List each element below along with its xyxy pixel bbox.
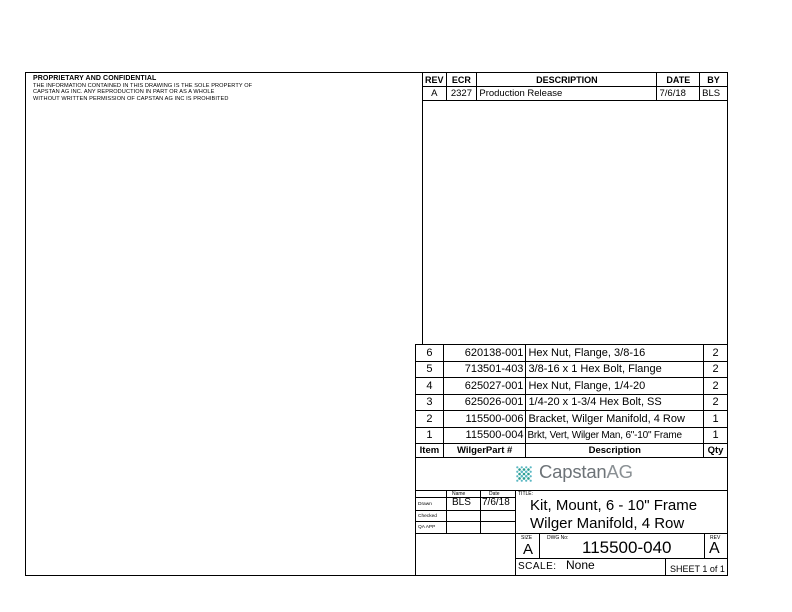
grid-line — [704, 533, 705, 558]
drawing-number: 115500-040 — [582, 538, 672, 557]
logo-ag-text: AG — [606, 461, 633, 482]
logo-dot — [516, 471, 518, 473]
grid-line — [415, 510, 515, 511]
rev-table-leftline — [422, 100, 423, 344]
logo-dot — [518, 468, 521, 471]
qa-approval-label: QA APP — [418, 525, 436, 530]
logo-dot — [523, 468, 526, 471]
item-cell: 4 — [416, 378, 444, 395]
part-cell: 625027-001 — [443, 378, 526, 395]
logo-dot — [527, 468, 530, 471]
notice-line: CAPSTAN AG INC. ANY REPRODUCTION IN PART OR AS A WHOLE — [33, 89, 215, 96]
capstan-ag-logo — [512, 460, 712, 488]
logo-dot — [525, 466, 527, 468]
scale-value: None — [566, 558, 595, 572]
qty-cell: 2 — [704, 394, 728, 411]
logo-dot — [516, 466, 518, 468]
logo-dot — [527, 473, 530, 476]
item-cell: 5 — [416, 361, 444, 378]
grid-line — [415, 533, 515, 534]
grid-line — [515, 533, 728, 534]
sheet-size: A — [523, 541, 534, 558]
name-column-label: Name — [452, 491, 466, 497]
date-cell: 7/6/18 — [657, 87, 700, 101]
desc-header: Description — [526, 444, 704, 458]
grid-line — [415, 521, 515, 522]
qty-cell: 2 — [704, 378, 728, 395]
logo-dot — [518, 477, 521, 480]
item-header: Item — [416, 444, 444, 458]
logo-dot — [525, 480, 527, 482]
part-cell: 625026-001 — [443, 394, 526, 411]
ecr-cell: 2327 — [446, 87, 477, 101]
drawn-date: 7/6/18 — [482, 497, 510, 508]
logo-dot — [525, 475, 528, 478]
logo-dot — [530, 475, 532, 477]
logo-dot — [523, 477, 526, 480]
bom-row — [416, 361, 728, 378]
logo-dot — [521, 466, 523, 468]
logo-dot — [520, 475, 523, 478]
rev-header: REV — [423, 73, 447, 87]
logo-dot — [516, 475, 518, 477]
logo-dot — [530, 466, 532, 468]
notice-heading: PROPRIETARY AND CONFIDENTIAL — [33, 75, 157, 82]
logo-dot — [521, 480, 523, 482]
logo-dot — [520, 470, 523, 473]
logo-dot — [525, 470, 528, 473]
notice-line: WITHOUT WRITTEN PERMISSION OF CAPSTAN AG INC IS PROHIBITED — [33, 95, 229, 102]
qty-cell: 1 — [704, 411, 728, 428]
revision-row — [423, 87, 728, 101]
notice-line: THE INFORMATION CONTAINED IN THIS DRAWING IS THE SOLE PROPERTY OF — [33, 83, 253, 89]
drawing-number-label: DWG No: — [547, 535, 569, 541]
bom-row — [416, 378, 728, 395]
part-cell: 115500-006 — [443, 411, 526, 428]
drawn-name: BLS — [452, 497, 471, 508]
qty-cell: 2 — [704, 361, 728, 378]
revision-header-row — [423, 73, 728, 87]
part-cell: 620138-001 — [443, 345, 526, 362]
revision-letter: A — [709, 540, 720, 557]
grid-line — [539, 533, 540, 558]
logo-dot — [523, 473, 526, 476]
desc-cell: 1/4-20 x 1-3/4 Hex Bolt, SS — [526, 394, 704, 411]
sheet-number: SHEET 1 of 1 — [670, 564, 725, 574]
description-header: DESCRIPTION — [477, 73, 657, 87]
scale-label: SCALE: — [518, 561, 557, 572]
logo-dot — [516, 480, 518, 482]
drawn-label: Drawn — [418, 502, 432, 507]
logo-diamond-icon — [512, 462, 538, 488]
bom-row — [416, 411, 728, 428]
logo-capstan-text: Capstan — [539, 461, 607, 482]
logo-dot — [530, 471, 532, 473]
item-cell: 6 — [416, 345, 444, 362]
grid-line — [515, 558, 728, 559]
revision-table — [422, 72, 728, 101]
bom-row — [416, 427, 728, 444]
date-column-label: Date — [489, 491, 500, 497]
qty-cell: 2 — [704, 345, 728, 362]
grid-line — [480, 490, 481, 533]
bom-row — [416, 394, 728, 411]
logo-dot — [530, 480, 532, 482]
item-cell: 1 — [416, 427, 444, 444]
part-header: WilgerPart # — [443, 444, 526, 458]
by-header: BY — [700, 73, 728, 87]
date-header: DATE — [657, 73, 700, 87]
bill-of-materials — [415, 344, 728, 458]
desc-cell: Hex Nut, Flange, 1/4-20 — [526, 378, 704, 395]
drawing-title-line2: Wilger Manifold, 4 Row — [530, 515, 685, 532]
qty-header: Qty — [704, 444, 728, 458]
grid-line — [665, 558, 666, 576]
checked-label: Checked — [418, 514, 437, 519]
size-label: SIZE — [521, 535, 533, 541]
ecr-header: ECR — [446, 73, 477, 87]
description-cell: Production Release — [477, 87, 657, 101]
title-block-leftline — [415, 457, 416, 576]
desc-cell: Bracket, Wilger Manifold, 4 Row — [526, 411, 704, 428]
qty-cell: 1 — [704, 427, 728, 444]
logo-dot — [527, 477, 530, 480]
proprietary-notice — [33, 75, 413, 102]
item-cell: 3 — [416, 394, 444, 411]
rev-label: REV — [710, 535, 721, 541]
desc-cell: Brkt, Vert, Wilger Man, 6"-10" Frame — [526, 427, 704, 444]
part-cell: 115500-004 — [443, 427, 526, 444]
rev-cell: A — [423, 87, 447, 101]
bom-row — [416, 345, 728, 362]
part-cell: 713501-403 — [443, 361, 526, 378]
logo-dot — [518, 473, 521, 476]
title-label: TITLE: — [518, 491, 534, 497]
logo-wordmark — [539, 461, 633, 483]
desc-cell: 3/8-16 x 1 Hex Bolt, Flange — [526, 361, 704, 378]
drawing-title-line1: Kit, Mount, 6 - 10" Frame — [530, 497, 698, 514]
bom-header-row — [416, 444, 728, 458]
by-cell: BLS — [700, 87, 728, 101]
grid-line — [446, 490, 447, 533]
desc-cell: Hex Nut, Flange, 3/8-16 — [526, 345, 704, 362]
item-cell: 2 — [416, 411, 444, 428]
